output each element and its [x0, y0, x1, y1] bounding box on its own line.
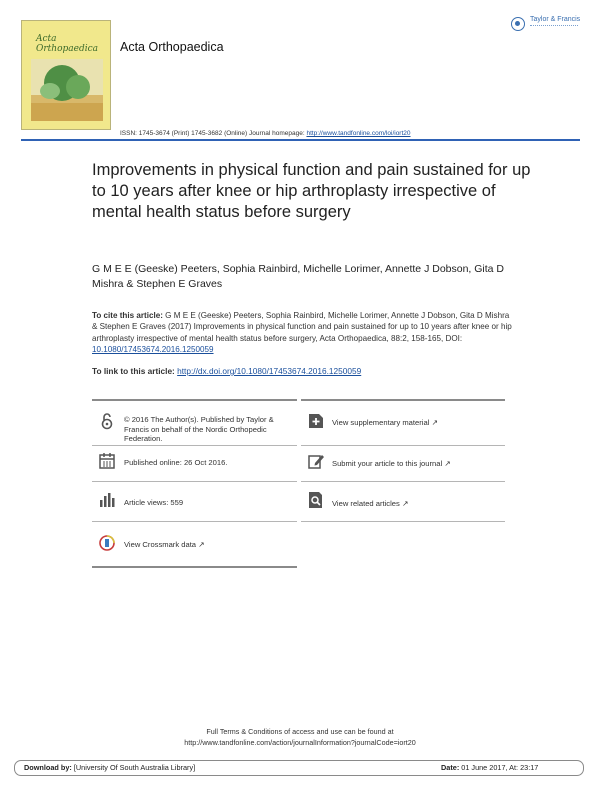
view-crossmark-link[interactable]: [124, 540, 299, 550]
terms-notice: [0, 726, 600, 748]
download-date: [441, 763, 538, 772]
related-label: View related articles: [332, 499, 400, 508]
related-articles-search-icon: [307, 491, 325, 509]
citation-doi-link[interactable]: 10.1080/17453674.2016.1250059: [92, 344, 214, 354]
citation-block: [92, 310, 512, 355]
citation-text: G M E E (Geeske) Peeters, Sophia Rainbird, Michelle Lorimer, Annette J Dobson, Gita D Mishra & Stephen E Graves (2017) Improvements in physical function and pain sustained for up to 10 years after knee or hip arthroplasty irrespective of mental health status before surgery, Acta Orthopaedica, 88:2, 158-165, DOI:: [92, 311, 512, 343]
bar-chart-icon: [98, 491, 116, 509]
submit-article-link[interactable]: [332, 459, 502, 469]
terms-line1: Full Terms & Conditions of access and use can be found at: [206, 727, 394, 736]
article-authors: G M E E (Geeske) Peeters, Sophia Rainbird, Michelle Lorimer, Annette J Dobson, Gita D Mishra & Stephen E Graves: [92, 263, 505, 290]
info-rule: [92, 521, 297, 522]
supplementary-label: View supplementary material: [332, 418, 430, 427]
logo-underline: [530, 25, 578, 28]
link-label: To link to this article:: [92, 366, 178, 376]
journal-homepage-link[interactable]: http://www.tandfonline.com/loi/iort20: [306, 130, 411, 137]
publisher-logo[interactable]: [511, 14, 583, 36]
view-related-articles-link[interactable]: [332, 499, 502, 509]
external-link-icon: ↗: [401, 499, 409, 508]
external-link-icon: ↗: [431, 418, 438, 427]
info-top-rule-left: [92, 399, 297, 401]
info-rule: [92, 445, 297, 446]
info-rule: [301, 481, 505, 482]
supplementary-material-icon: [307, 412, 325, 430]
citation-label: To cite this article:: [92, 311, 166, 320]
download-date-value: 01 June 2017, At: 23:17: [459, 763, 539, 772]
info-rule: [301, 521, 505, 522]
info-rule: [92, 481, 297, 482]
article-title: Improvements in physical function and pain sustained for up to 10 years after knee or hip arthroplasty irrespective of mental health status before surgery: [92, 161, 531, 221]
publisher-logo-text: Taylor & Francis: [530, 16, 581, 23]
journal-name: Acta Orthopaedica: [120, 40, 224, 54]
published-online-text: Published online: 26 Oct 2016.: [124, 458, 228, 467]
info-top-rule-right: [301, 399, 505, 401]
external-link-icon: ↗: [444, 459, 451, 468]
terms-url-link[interactable]: http://www.tandfonline.com/action/journalInformation?journalCode=iort20: [184, 738, 416, 747]
downloaded-by-label: Download by:: [24, 763, 72, 772]
submit-article-edit-icon: [307, 452, 325, 470]
journal-cover-image: [21, 20, 111, 130]
downloaded-by-value: [University Of South Australia Library]: [71, 763, 196, 772]
submit-label: Submit your article to this journal: [332, 459, 443, 468]
view-supplementary-link[interactable]: [332, 418, 502, 428]
cover-title-line2: Orthopaedica: [36, 44, 99, 54]
downloaded-by: [24, 763, 195, 772]
crossmark-icon: [98, 534, 116, 552]
crossmark-label: View Crossmark data: [124, 540, 197, 549]
calendar-icon: [98, 452, 116, 470]
article-doi-url-link[interactable]: http://dx.doi.org/10.1080/17453674.2016.1250059: [177, 366, 362, 376]
info-rule: [301, 445, 505, 446]
license-text: © 2016 The Author(s). Published by Taylor & Francis on behalf of the Nordic Orthopedic Federation.: [124, 415, 274, 443]
download-date-label: Date:: [441, 763, 460, 772]
header-divider: [21, 139, 580, 141]
article-views-text: Article views: 559: [124, 498, 184, 507]
issn-text: ISSN: 1745-3674 (Print) 1745-3682 (Online) Journal homepage:: [120, 130, 307, 137]
taylor-francis-logo-icon: [511, 17, 525, 31]
open-access-icon: [98, 412, 116, 430]
external-link-icon: ↗: [198, 540, 205, 549]
issn-line: [120, 130, 411, 137]
cover-title-line1: Acta: [36, 34, 57, 44]
info-bottom-rule: [92, 566, 297, 568]
article-link-row: [92, 366, 361, 376]
